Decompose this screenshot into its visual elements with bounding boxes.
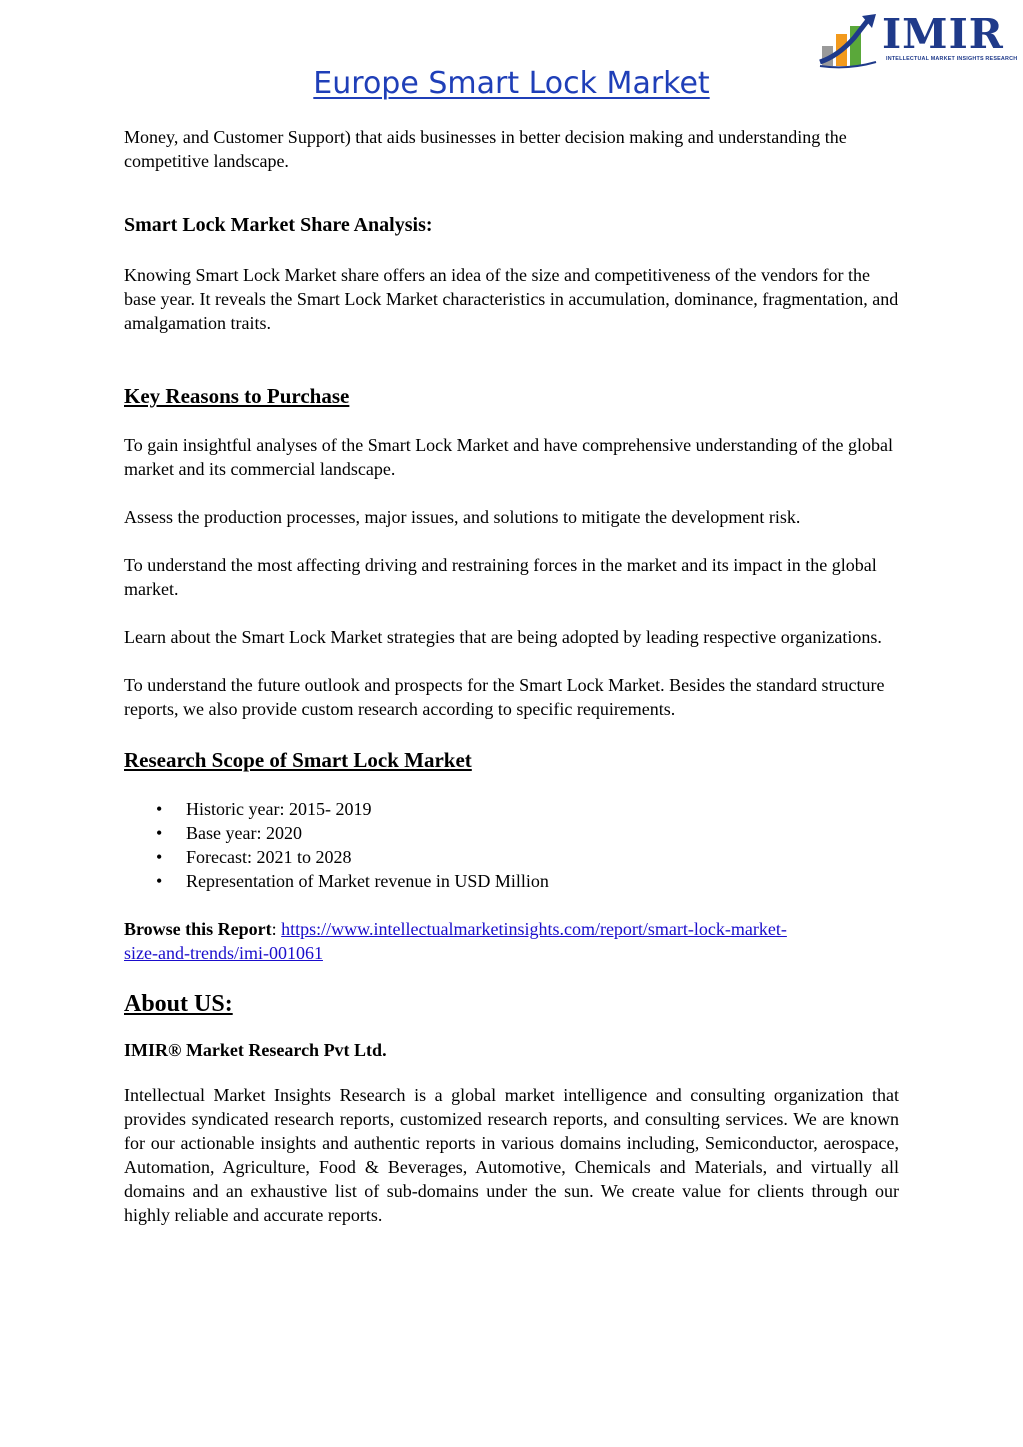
document-body — [124, 125, 899, 1227]
list-item-text: Base year: 2020 — [186, 823, 302, 843]
bullet-icon: • — [156, 823, 163, 843]
list-item-text: Historic year: 2015- 2019 — [186, 799, 372, 819]
logo-tagline: INTELLECTUAL MARKET INSIGHTS RESEARCH — [886, 56, 1018, 62]
report-link-part2[interactable]: size-and-trends/imi-001061 — [124, 943, 323, 963]
key-reason-paragraph: Assess the production processes, major issues, and solutions to mitigate the development risk. — [124, 507, 801, 527]
page-title: Europe Smart Lock Market — [313, 66, 710, 101]
bullet-icon: • — [156, 871, 163, 891]
list-item — [124, 821, 899, 845]
key-reason-paragraph: Learn about the Smart Lock Market strategies that are being adopted by leading respective organizations. — [124, 627, 882, 647]
company-name: IMIR® Market Research Pvt Ltd. — [124, 1040, 387, 1060]
intro-paragraph: Money, and Customer Support) that aids businesses in better decision making and understanding the competitive landscape. — [124, 127, 847, 171]
key-reasons-heading: Key Reasons to Purchase — [124, 384, 350, 408]
research-scope-heading: Research Scope of Smart Lock Market — [124, 748, 472, 772]
logo-wordmark: IMIR — [882, 10, 1004, 58]
browse-separator: : — [271, 919, 282, 939]
list-item — [124, 869, 899, 893]
list-item-text: Forecast: 2021 to 2028 — [186, 847, 352, 867]
list-item — [124, 797, 899, 821]
share-analysis-paragraph: Knowing Smart Lock Market share offers an idea of the size and competitiveness of the vendors for the base year. It reveals the Smart Lock Market characteristics in accumulation, dominance, fragmentation, and amalgamation traits. — [124, 265, 899, 333]
key-reason-paragraph: To understand the future outlook and prospects for the Smart Lock Market. Besides the standard structure reports, we also provide custom research according to specific requirements. — [124, 675, 885, 719]
bullet-icon: • — [156, 799, 163, 819]
list-item — [124, 845, 899, 869]
bar-chart-arrow-icon — [818, 12, 884, 70]
share-analysis-heading: Smart Lock Market Share Analysis: — [124, 214, 433, 236]
about-heading: About US: — [124, 991, 233, 1017]
bullet-icon: • — [156, 847, 163, 867]
research-scope-list — [124, 797, 899, 893]
browse-report-line — [124, 917, 899, 965]
browse-report-label: Browse this Report — [124, 919, 272, 939]
list-item-text: Representation of Market revenue in USD Million — [186, 871, 549, 891]
about-paragraph: Intellectual Market Insights Research is a global market intelligence and consulting organization that provides syndicated research reports, customized research reports, and consulting services. We are known for our actionable insights and authentic reports in various domains including, Semiconductor, aerospace, Automation, Agriculture, Food & Beverages, Automotive, Chemicals and Materials, and virtually all domains and an exhaustive list of sub-domains under the sun. We create value for clients through our highly reliable and accurate reports. — [124, 1085, 899, 1225]
report-link-part1[interactable]: https://www.intellectualmarketinsights.com/report/smart-lock-market- — [281, 919, 787, 939]
key-reason-paragraph: To gain insightful analyses of the Smart Lock Market and have comprehensive understanding of the global market and its commercial landscape. — [124, 435, 894, 479]
key-reason-paragraph: To understand the most affecting driving and restraining forces in the market and its impact in the global market. — [124, 555, 877, 599]
imir-logo — [818, 10, 1018, 70]
